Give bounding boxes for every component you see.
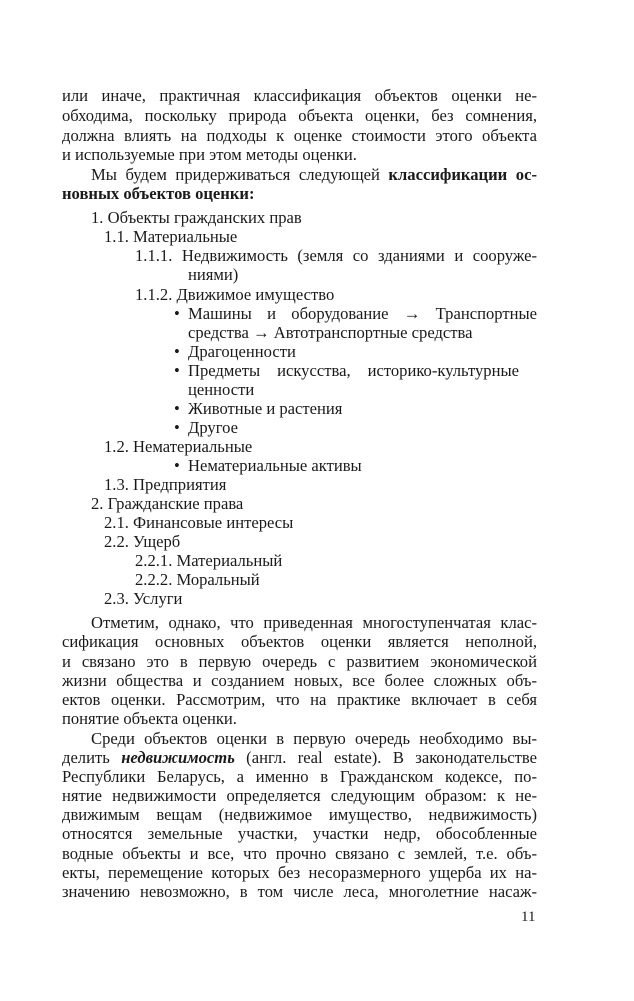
para4-line-4: нятие недвижимости определяется следующим образом: к не-	[62, 786, 537, 805]
class-1-1-2: 1.1.2. Движимое имущество	[135, 285, 335, 304]
para3-line-5: ектов оценки. Рассмотрим, что на практике включает в себя	[62, 690, 537, 709]
para2-bold-1: классификации ос-	[388, 165, 537, 184]
para3-line-1: Отметим, однако, что приведенная многоступенчатая клас-	[91, 613, 537, 632]
para2-line-2: новных объектов оценки:	[62, 184, 255, 203]
para4-term-real-estate: недвижимость	[121, 748, 235, 767]
bullet-jewels: Драгоценности	[188, 342, 296, 361]
para4-line-6: относятся земельные участки, участки недр, обособленные	[62, 824, 537, 843]
bullet-animals: Животные и растения	[188, 399, 343, 418]
class-2-3: 2.3. Услуги	[104, 589, 183, 608]
bullet-intangible: Нематериальные активы	[188, 456, 362, 475]
class-1-1: 1.1. Материальные	[104, 227, 238, 246]
para4-line-7: водные объекты и все, что прочно связано с землей, т.е. объ-	[62, 844, 537, 863]
class-2-2-1: 2.2.1. Материальный	[135, 551, 283, 570]
para4-post: (англ. real estate). В законодательстве	[234, 748, 537, 767]
class-1: 1. Объекты гражданских прав	[91, 208, 302, 227]
para1-line-3: должна влиять на подходы к оценке стоимости этого объекта	[62, 126, 537, 145]
class-2-2: 2.2. Ущерб	[104, 532, 181, 551]
para1-line-4: и используемые при этом методы оценки.	[62, 145, 357, 164]
para2-line-1	[91, 165, 537, 185]
class-1-2: 1.2. Нематериальные	[104, 437, 253, 456]
bullet-icon: •	[174, 418, 180, 437]
para3-line-2: сификация основных объектов оценки является неполной,	[62, 632, 537, 651]
para4-line-5: движимым вещам (недвижимое имущество, недвижимость)	[62, 805, 537, 824]
para4-line-1: Среди объектов оценки в первую очередь необходимо вы-	[91, 729, 537, 748]
bullet-art-line-2: ценности	[188, 380, 255, 399]
para3-line-6: понятие объекта оценки.	[62, 709, 237, 728]
para4-line-9: значению невозможно, в том числе леса, многолетние насаж-	[62, 882, 537, 901]
bullet-icon: •	[174, 304, 180, 323]
bullet-art-line-1: Предметы искусства, историко-культурные	[188, 361, 519, 380]
para2-plain: Мы будем придерживаться следующей	[91, 165, 389, 184]
bullet-machines-line-2: средства → Автотранспортные средства	[188, 323, 473, 342]
bullet-icon: •	[174, 399, 180, 418]
bullet-machines-line-1: Машины и оборудование → Транспортные	[188, 304, 537, 323]
bullet-icon: •	[174, 456, 180, 475]
bullet-other: Другое	[188, 418, 238, 437]
para4-line-8: екты, перемещение которых без несоразмерного ущерба их на-	[62, 863, 537, 882]
class-2-2-2: 2.2.2. Моральный	[135, 570, 260, 589]
para1-line-1: или иначе, практичная классификация объектов оценки не-	[62, 86, 537, 105]
bullet-icon: •	[174, 342, 180, 361]
para1-line-2: обходима, поскольку природа объекта оценки, без сомнения,	[62, 106, 537, 125]
class-1-1-1-line-1: 1.1.1. Недвижимость (земля со зданиями и сооруже-	[135, 246, 537, 265]
page-number: 11	[521, 909, 536, 925]
class-2-1: 2.1. Финансовые интересы	[104, 513, 294, 532]
para4-line-3: Республики Беларусь, а именно в Гражданском кодексе, по-	[62, 767, 537, 786]
para4-pre: делить	[62, 748, 122, 767]
bullet-icon: •	[174, 361, 180, 380]
class-1-3: 1.3. Предприятия	[104, 475, 227, 494]
class-2: 2. Гражданские права	[91, 494, 244, 513]
class-1-1-1-line-2: ниями)	[188, 265, 239, 284]
para4-line-2	[62, 748, 537, 768]
para3-line-3: и связано это в первую очередь с развитием экономической	[62, 652, 537, 671]
para3-line-4: жизни общества и созданием новых, все более сложных объ-	[62, 671, 537, 690]
